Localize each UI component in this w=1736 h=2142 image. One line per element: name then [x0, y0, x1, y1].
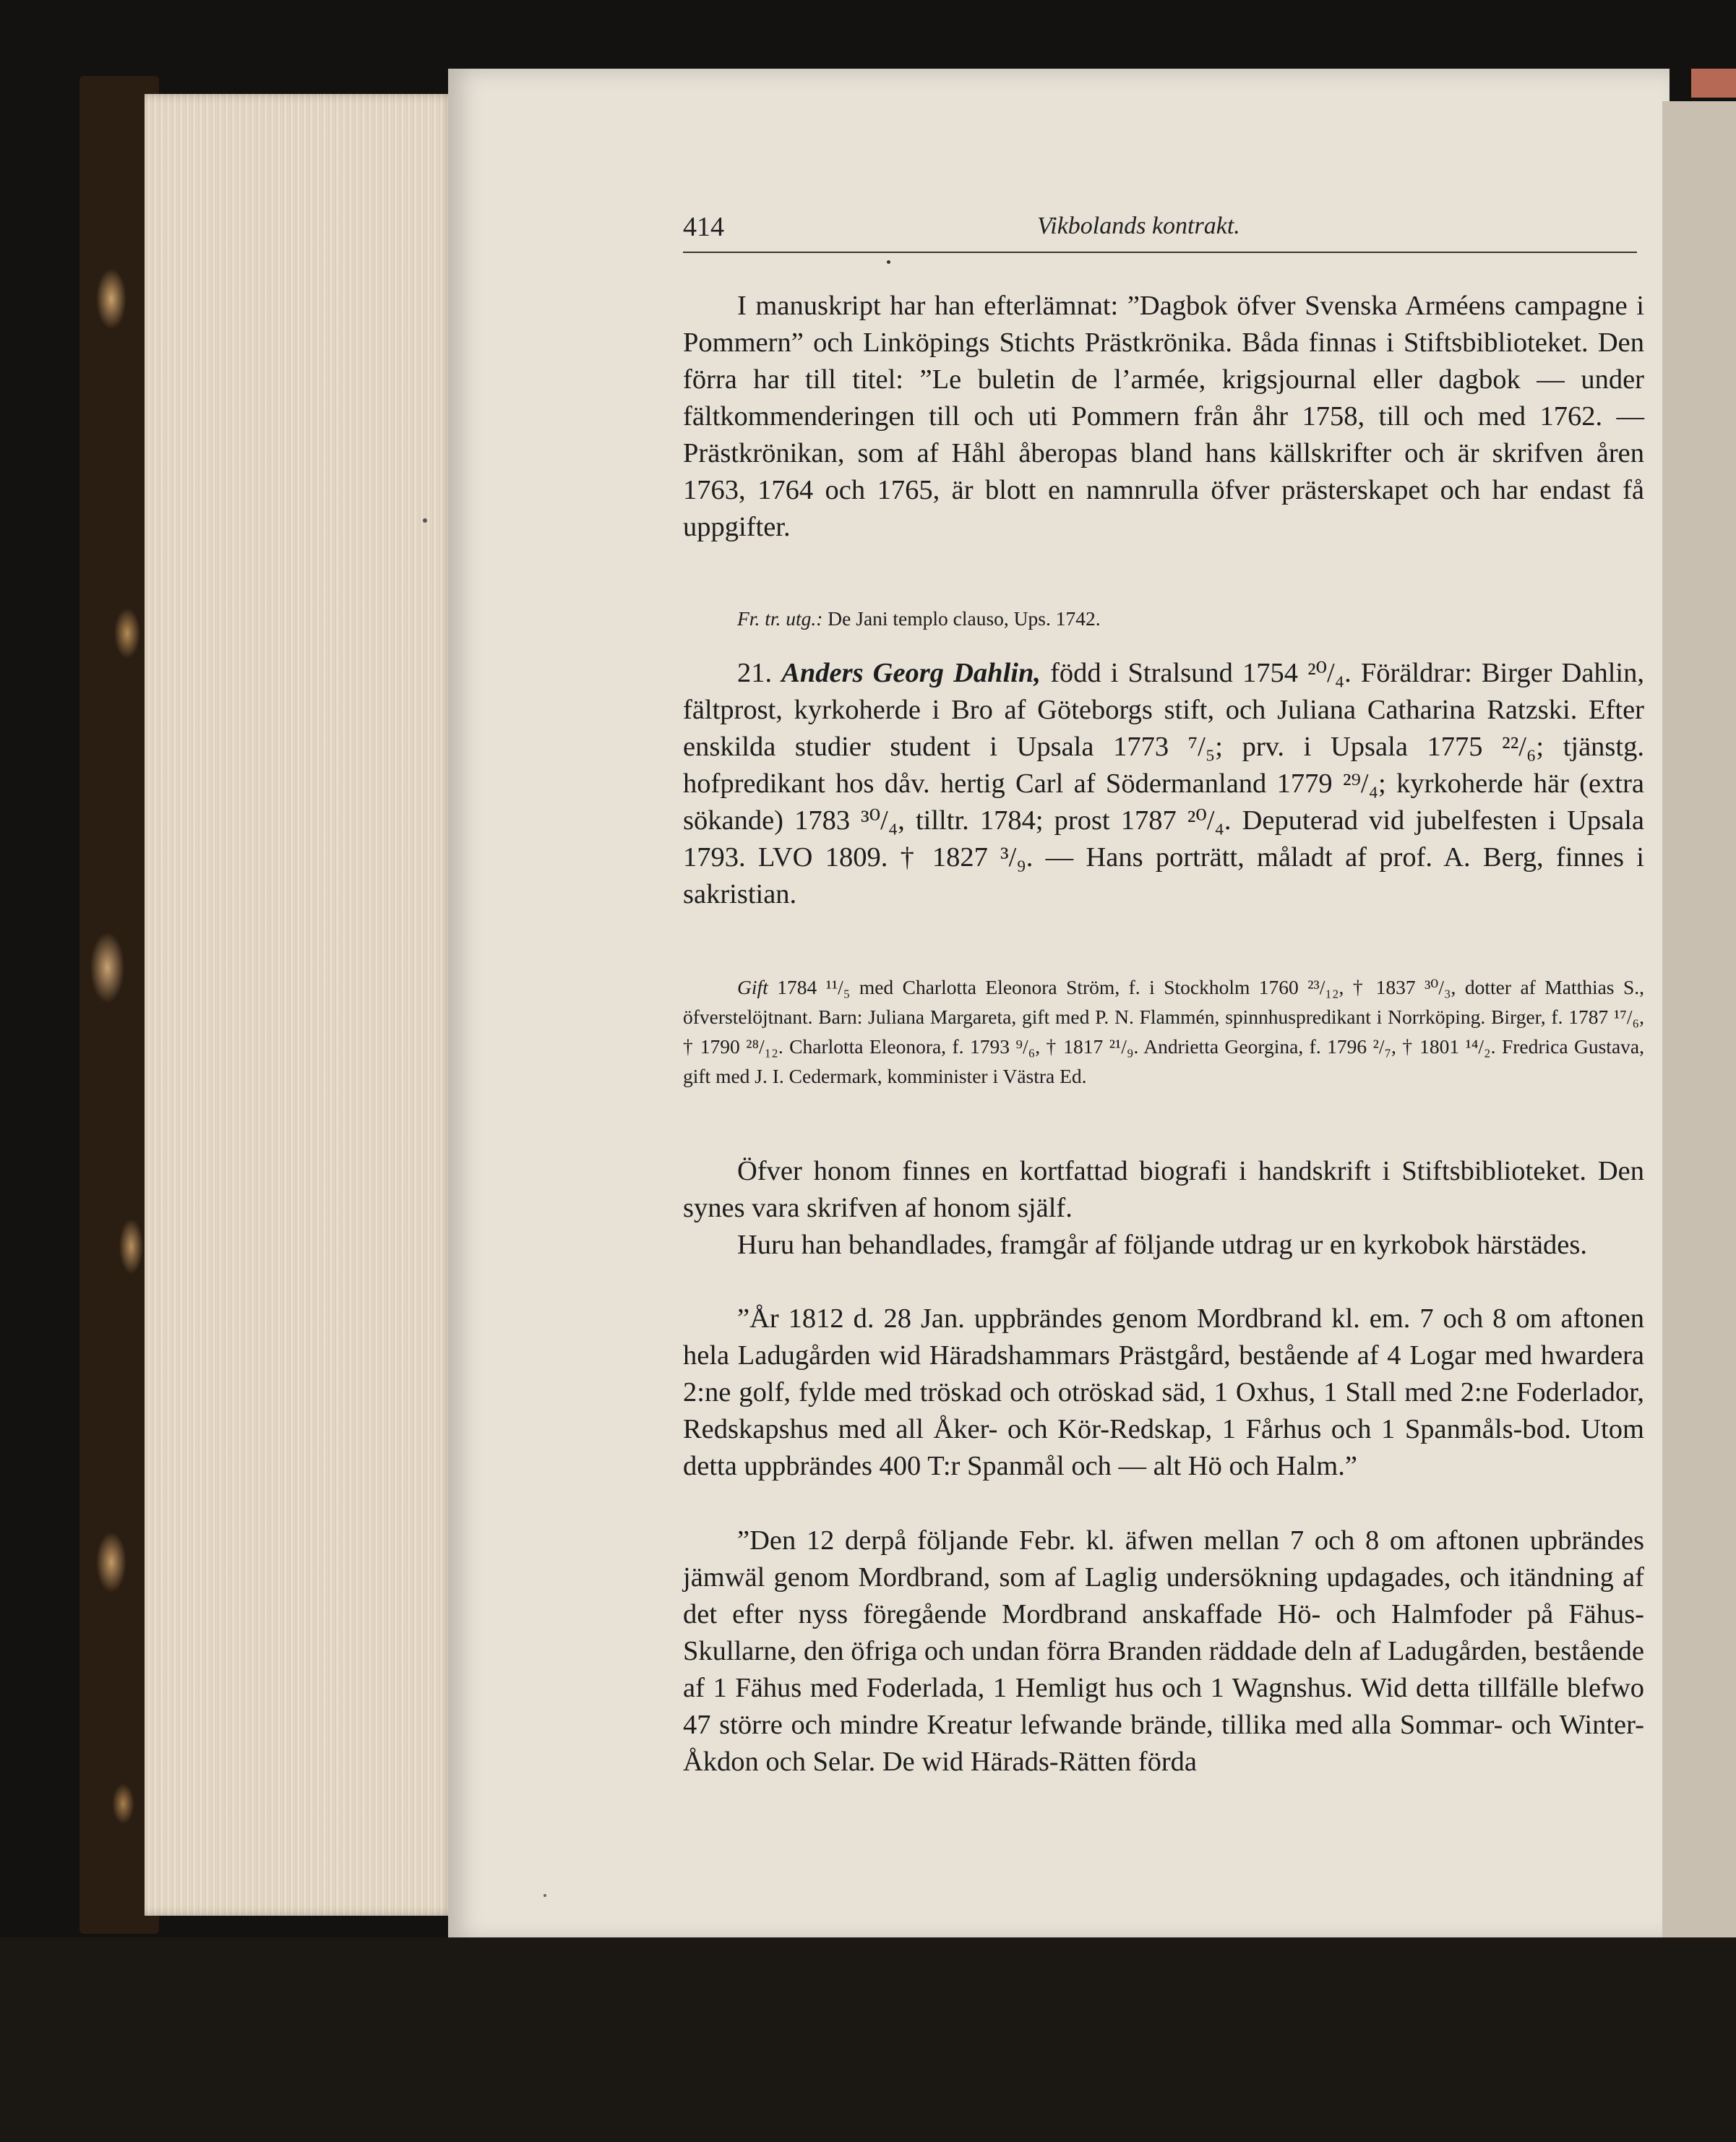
publication-note	[683, 604, 1644, 633]
background-surface	[0, 1937, 1736, 2142]
paragraph-fire-february: ”Den 12 derpå följande Febr. kl. äfwen mellan 7 och 8 om aftonen upbrändes jämwäl genom Mordbrand, som af Laglig undersökning updagades, och itändning af det efter nyss föregående Mordbrand anskaffade Hö- och Halmfoder på Fähus-Skullarne, den öfriga och undan förra Branden räddade deln af Ladugården, bestående af 1 Fähus med Foderlada, 1 Hemligt hus och 1 Wagnshus. Wid detta tillfälle blefwo 47 större och mindre Kreatur lefwande brände, tillika med alla Sommar- och Winter-Åkdon och Selar. De wid Härads-Rätten förda	[683, 1525, 1644, 1777]
book-edge-red	[1691, 69, 1736, 98]
page-edges-stack	[145, 94, 455, 1916]
family-note	[683, 972, 1644, 1091]
paragraph-biography: Öfver honom finnes en kortfattad biografi i handskrift i Stiftsbiblioteket. Den synes vara skrifven af honom själf.	[683, 1156, 1644, 1223]
publication-note-text: De Jani templo clauso, Ups. 1742.	[822, 607, 1101, 630]
family-note-label: Gift	[737, 976, 768, 998]
paragraph-manuscripts: I manuskript har han efterlämnat: ”Dagbok öfver Svenska Arméens campagne i Pommern” och Linköpings Stichts Prästkrönika. Båda finnas i Stiftsbiblioteket. Den förra har till titel: ”Le buletin de l’armée, krigsjournal eller dagbok — under fältkommenderingen till och uti Pommern från åhr 1758, till och med 1762. — Prästkrönikan, som af Håhl åberopas bland hans källskrifter och är skrifven åren 1763, 1764 och 1765, är blott en namnrulla öfver prästerskapet och har endast få uppgifter.	[683, 291, 1644, 542]
page-header	[683, 211, 1637, 253]
biography-entry-21	[683, 655, 1644, 913]
entry-name: Anders Georg Dahlin,	[781, 658, 1041, 688]
page-speck	[543, 1894, 546, 1897]
paragraph-fire-1812: ”År 1812 d. 28 Jan. uppbrändes genom Mordbrand kl. em. 7 och 8 om aftonen hela Ladugården wid Häradshammars Prästgård, bestående af 4 Logar med hwardera 2:ne golf, fylde med tröskad och otröskad säd, 1 Oxhus, 1 Stall med 2:ne Foderlador, Redskapshus med all Åker- och Kör-Redskap, 1 Fårhus och 1 Spanmåls-bod. Utom detta uppbrändes 400 T:r Spanmål och — alt Hö och Halm.”	[683, 1303, 1644, 1481]
page-speck	[423, 518, 427, 523]
entry-number: 21.	[737, 658, 782, 688]
page-number: 414	[683, 212, 724, 242]
entry-text: född i Stralsund 1754 ²⁰/₄. Föräldrar: Birger Dahlin, fältprost, kyrkoherde i Bro af Göteborgs stift, och Juliana Catharina Ratzski. Efter enskilda studier student i Upsala 1773 ⁷/₅; prv. i Upsala 1775 ²²/₆; tjänstg. hofpredikant hos dåv. hertig Carl af Södermanland 1779 ²⁹/₄; kyrkoherde här (extra sökande) 1783 ³⁰/₄, tilltr. 1784; prost 1787 ²⁰/₄. Deputerad vid jubelfesten i Upsala 1793. LVO 1809. † 1827 ³/₉. — Hans porträtt, måladt af prof. A. Berg, finnes i sakristian.	[683, 658, 1645, 909]
paragraph-treatment: Huru han behandlades, framgår af följande utdrag ur en kyrkobok härstädes.	[737, 1230, 1587, 1260]
publication-note-label: Fr. tr. utg.:	[737, 607, 823, 630]
next-page-edge	[1662, 101, 1736, 1945]
running-head: Vikbolands kontrakt.	[1037, 213, 1240, 239]
family-note-text: 1784 ¹¹/₅ med Charlotta Eleonora Ström, f. i Stockholm 1760 ²³/₁₂, † 1837 ³⁰/₃, dotter af Matthias S., öfverstelöjtnant. Barn: Juliana Margareta, gift med P. N. Flammén, spinnhuspredikant i Norrköping. Birger, f. 1787 ¹⁷/₆, † 1790 ²⁸/₁₂. Charlotta Eleonora, f. 1793 ⁹/₆, † 1817 ²¹/₉. Andrietta Georgina, f. 1796 ²/₇, † 1801 ¹⁴/₂. Fredrica Gustava, gift med J. I. Cedermark, komminister i Västra Ed.	[683, 976, 1644, 1087]
header-dot	[887, 260, 890, 264]
